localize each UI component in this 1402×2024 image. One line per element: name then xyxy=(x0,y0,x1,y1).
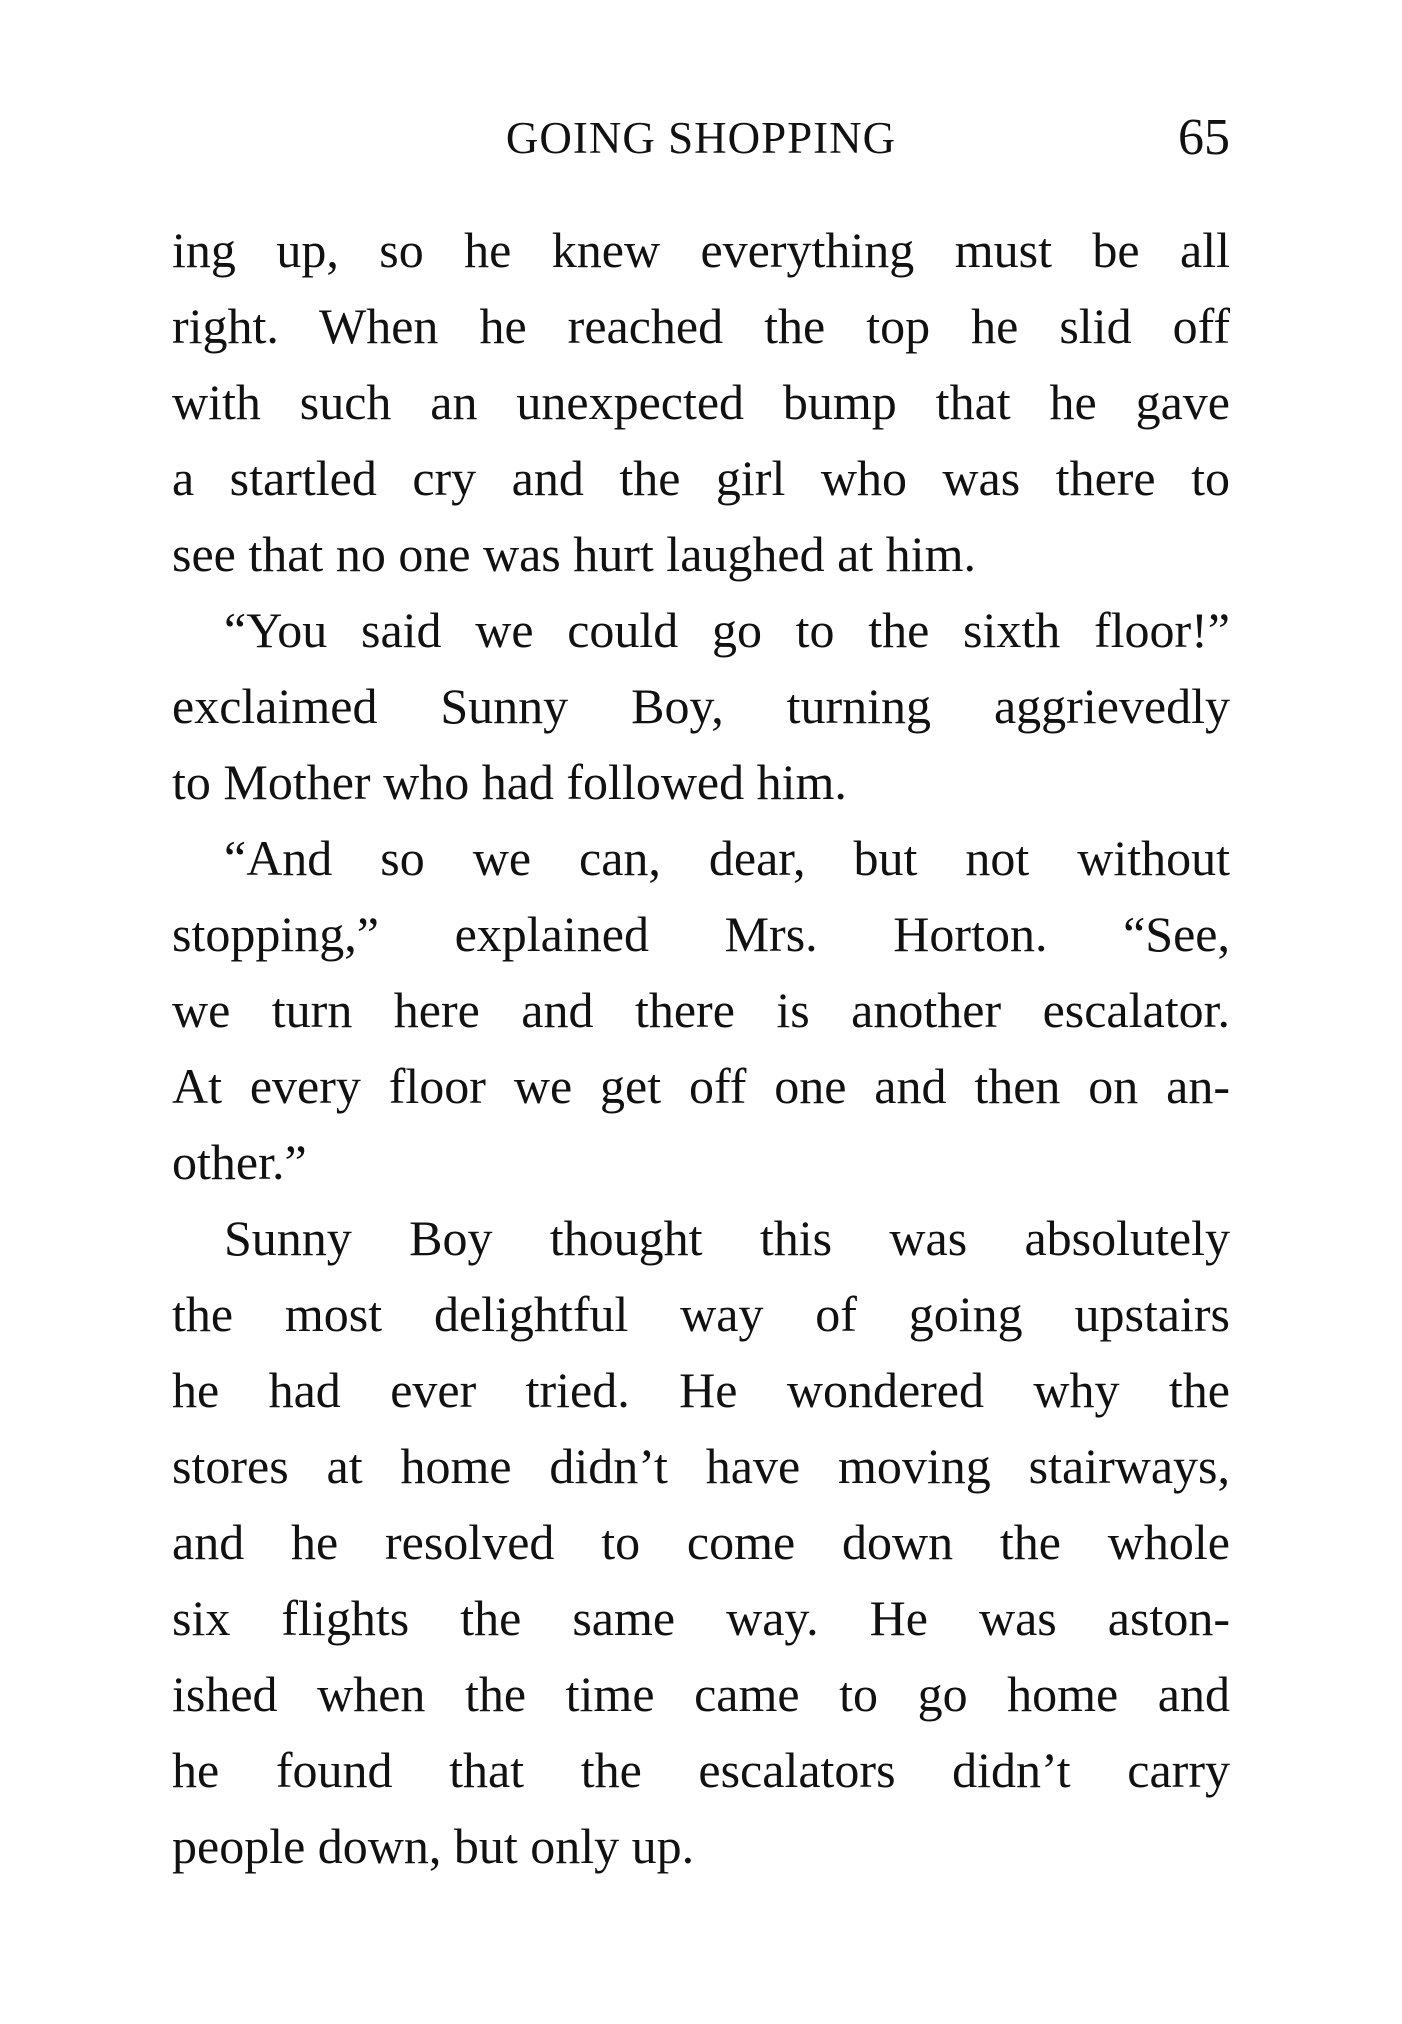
text-line: and he resolved to come down the whole xyxy=(172,1514,1230,1570)
text-line: people down, but only up. xyxy=(172,1818,695,1874)
page-number: 65 xyxy=(1178,109,1230,166)
text-line: we turn here and there is another escalator. xyxy=(172,982,1230,1038)
text-line: other.” xyxy=(172,1134,307,1190)
text-line: ished when the time came to go home and xyxy=(172,1666,1230,1722)
text-line: a startled cry and the girl who was there to xyxy=(172,450,1230,506)
text-line: ing up, so he knew everything must be all xyxy=(172,222,1230,278)
text-line: At every floor we get off one and then on an- xyxy=(172,1058,1230,1114)
text-line: “You said we could go to the sixth floor!” xyxy=(224,602,1230,658)
text-line: to Mother who had followed him. xyxy=(172,754,847,810)
text-line: six flights the same way. He was aston- xyxy=(172,1590,1230,1646)
running-title: GOING SHOPPING xyxy=(505,113,897,163)
text-line: he found that the escalators didn’t carry xyxy=(172,1742,1230,1798)
text-line: the most delightful way of going upstairs xyxy=(172,1286,1230,1342)
text-line: Sunny Boy thought this was absolutely xyxy=(224,1210,1230,1266)
body-text xyxy=(172,212,1230,1884)
text-line: stopping,” explained Mrs. Horton. “See, xyxy=(172,906,1230,962)
running-head xyxy=(172,108,1230,168)
text-line: right. When he reached the top he slid off xyxy=(172,298,1230,354)
text-line: exclaimed Sunny Boy, turning aggrievedly xyxy=(172,678,1230,734)
text-line: he had ever tried. He wondered why the xyxy=(172,1362,1230,1418)
text-line: “And so we can, dear, but not without xyxy=(224,830,1230,886)
text-line: with such an unexpected bump that he gave xyxy=(172,374,1230,430)
text-line: see that no one was hurt laughed at him. xyxy=(172,526,976,582)
text-line: stores at home didn’t have moving stairways, xyxy=(172,1438,1230,1494)
